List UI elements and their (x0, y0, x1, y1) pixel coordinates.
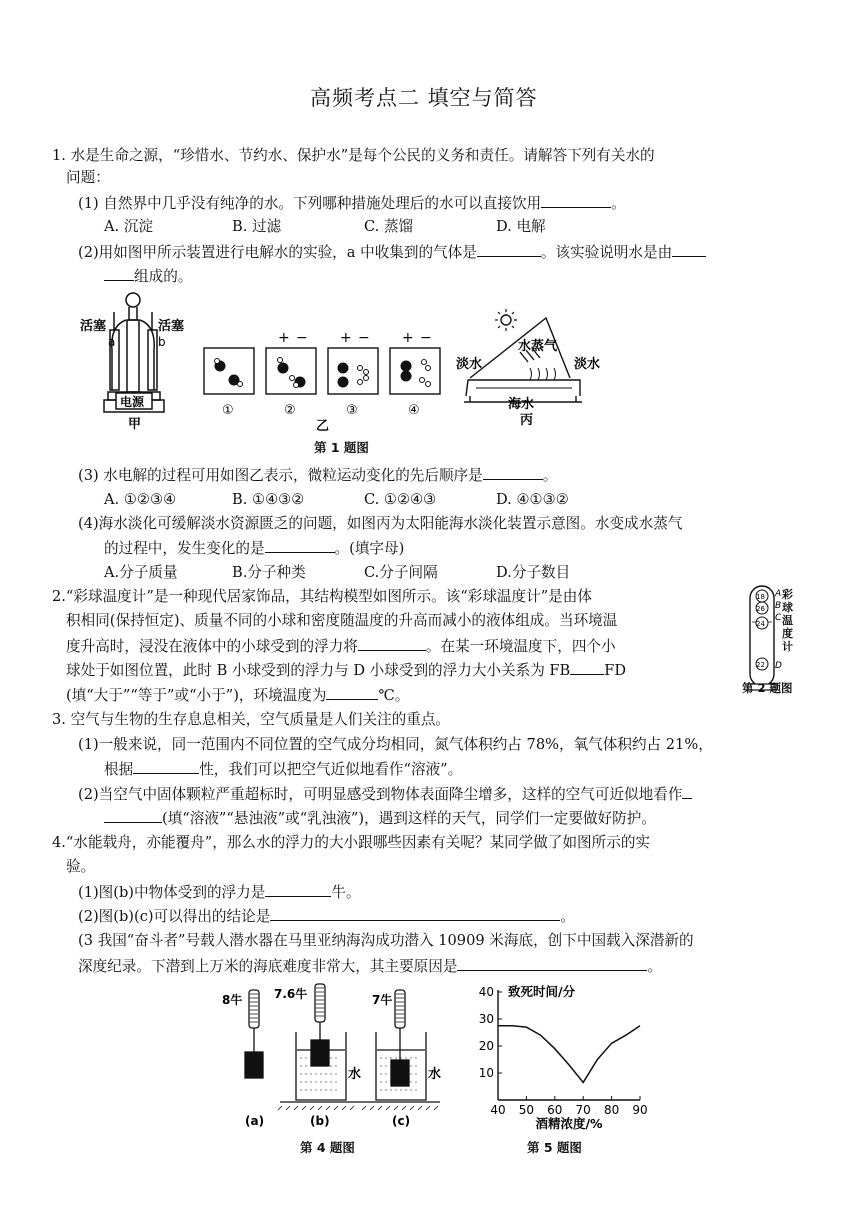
q1-sub2-text3: 组成的。 (134, 268, 193, 285)
answer-blank[interactable] (265, 882, 331, 897)
option: B.分子种类 (232, 564, 306, 581)
x-tick-label: 80 (603, 1103, 620, 1117)
option: B. ①④③② (232, 491, 305, 508)
fig-bing-name: 丙 (520, 413, 534, 428)
minus-sign: − (358, 330, 370, 346)
ball-letter: B (775, 601, 782, 611)
y-tick-label: 10 (478, 1066, 494, 1080)
q2-line3 (66, 636, 616, 657)
figure-5-chart (470, 982, 660, 1132)
option: C. 蒸馏 (364, 218, 414, 235)
answer-blank[interactable] (457, 956, 647, 971)
answer-blank[interactable] (682, 784, 692, 799)
setup-label: (b) (310, 1114, 330, 1128)
option: D. 电解 (496, 218, 546, 235)
q4-sub3-line2 (78, 956, 662, 977)
q3-sub1-end: 性，我们可以把空气近似地看作“溶液”。 (199, 761, 463, 778)
plus-sign: + (278, 330, 290, 346)
answer-blank[interactable] (326, 685, 378, 700)
q1-sub1 (78, 193, 626, 214)
tube-b-label: b (158, 335, 166, 349)
figure-4-caption: 第 4 题图 (300, 1140, 355, 1155)
setup-label: (c) (392, 1114, 411, 1128)
q2-line2: 积相同(保持恒定)、质量不同的小球和密度随温度的升高而减小的液体组成。当环境温 (66, 612, 618, 629)
q3-line1: 3. 空气与生物的生存息息相关，空气质量是人们关注的重点。 (52, 711, 451, 728)
water-label: 水 (428, 1067, 442, 1082)
answer-blank[interactable] (672, 242, 706, 257)
fig-yi-name: 乙 (316, 419, 330, 434)
x-tick-label: 70 (575, 1103, 591, 1117)
q4-sub1-end: 牛。 (331, 884, 361, 901)
minus-sign: − (420, 330, 432, 346)
q4-sub1 (78, 882, 361, 903)
q2-line4-text2: FD (604, 662, 627, 679)
q2-line3-text2: 。在某一环境温度下，四个小 (425, 638, 616, 655)
danshui-right-label: 淡水 (574, 357, 601, 372)
answer-blank[interactable] (104, 808, 162, 823)
q3-sub1-line1: (1)一般来说，同一范围内不同位置的空气成分均相同，氮气体积约占 78%，氧气体积约占 21%， (78, 736, 713, 753)
force-label: 7.6牛 (274, 987, 308, 1001)
q1-line2: 问题： (66, 169, 110, 186)
q4-line1: 4.“水能载舟，亦能覆舟”，那么水的浮力的大小跟哪些因素有关呢？某同学做了如图所示的实 (52, 834, 651, 851)
q1-sub2-text: (2)用如图甲所示装置进行电解水的实验，a 中收集到的气体是 (78, 244, 477, 261)
figure-2-caption: 第 2 题图 (742, 681, 793, 695)
q3-sub2-line2 (104, 808, 656, 829)
option: A.分子质量 (104, 564, 178, 581)
q1-line1: 1. 水是生命之源，“珍惜水、节约水、保护水”是每个公民的义务和责任。请解答下列有关水的 (52, 147, 655, 164)
option: C. ①②④③ (364, 491, 437, 508)
answer-blank[interactable] (570, 660, 604, 675)
q4-sub2-text: (2)图(b)(c)可以得出的结论是 (78, 908, 271, 925)
vapor-label: 水蒸气 (518, 339, 558, 354)
q2-line5 (66, 685, 409, 706)
box-label: ③ (346, 403, 358, 418)
minus-sign: − (296, 330, 308, 346)
x-tick-label: 40 (490, 1103, 506, 1117)
fig-jia-name: 甲 (128, 417, 142, 432)
y-tick-label: 20 (478, 1039, 494, 1053)
huosai-left-label: 活塞 (80, 319, 107, 334)
figure-5-caption: 第 5 题图 (527, 1140, 582, 1155)
seawater-label: 海水 (508, 397, 535, 412)
y-tick-label: 40 (478, 985, 494, 999)
q1-sub4-line2 (104, 538, 404, 559)
water-label: 水 (348, 1067, 362, 1082)
answer-blank[interactable] (270, 906, 560, 921)
q2-line4 (66, 660, 626, 681)
ball-number: 26 (756, 605, 765, 613)
q4-sub1-text: (1)图(b)中物体受到的浮力是 (78, 884, 266, 901)
q3-sub2-text2: (填“溶液”“悬浊液”或“乳浊液”)，遇到这样的天气，同学们一定要做好防护。 (162, 810, 656, 827)
answer-blank[interactable] (104, 266, 134, 281)
force-label: 8牛 (222, 993, 243, 1007)
option: A. ①②③④ (104, 491, 177, 508)
sun-icon (501, 315, 511, 325)
answer-blank[interactable] (358, 636, 426, 651)
q4-sub3-end: 。 (647, 958, 663, 975)
q1-sub4-end: 。(填字母) (334, 540, 405, 557)
x-tick-label: 50 (518, 1103, 535, 1117)
box-label: ① (222, 403, 234, 418)
y-tick-label: 30 (478, 1012, 494, 1026)
thermometer-side-label: 彩球温度计 (782, 588, 793, 653)
option: B. 过滤 (232, 218, 282, 235)
q2-line3-text: 度升高时，浸没在液体中的小球受到的浮力将 (66, 638, 358, 655)
figure-4 (220, 982, 450, 1132)
q2-line5-text: (填“大于”“等于”或“小于”)，环境温度为 (66, 687, 327, 704)
huosai-right-label: 活塞 (158, 319, 185, 334)
setup-label: (a) (245, 1114, 265, 1128)
q4-sub2 (78, 906, 575, 927)
plus-sign: + (402, 330, 414, 346)
plus-sign: + (340, 330, 352, 346)
ball-number: 18 (756, 593, 765, 601)
q4-line2: 验。 (66, 858, 96, 875)
series-line (498, 1026, 640, 1083)
q1-sub3-end: 。 (542, 467, 558, 484)
q3-sub1-text: 根据 (104, 761, 134, 778)
ball-number: 24 (756, 620, 765, 628)
q2-line5-text2: ℃。 (378, 687, 410, 704)
ball-number: 22 (756, 661, 765, 669)
x-tick-label: 90 (632, 1103, 648, 1117)
q2-line1: 2.“彩球温度计”是一种现代居家饰品，其结构模型如图所示。该“彩球温度计”是由体 (52, 588, 592, 605)
q4-sub3-text: 深度纪录。下潜到上万米的海底难度非常大，其主要原因是 (78, 958, 458, 975)
danshui-left-label: 淡水 (456, 357, 483, 372)
answer-blank[interactable] (477, 242, 541, 257)
q3-sub1-line2 (104, 759, 462, 780)
box-label: ② (284, 403, 296, 418)
q3-sub2-line1 (78, 784, 692, 805)
x-tick-label: 60 (547, 1103, 563, 1117)
q1-sub2-text2: 。该实验说明水是由 (540, 244, 673, 261)
q1-sub2-line1 (78, 242, 706, 263)
q1-sub2-line2 (104, 266, 192, 287)
ball-letter: A (775, 589, 782, 599)
figure-1 (0, 290, 860, 450)
q1-sub3 (78, 465, 557, 486)
q4-sub3-line1: (3 我国“奋斗者”号载人潜水器在马里亚纳海沟成功潜入 10909 米海底，创下中国载入深潜新的 (78, 932, 694, 949)
box-label: ④ (408, 403, 420, 418)
option: A. 沉淀 (104, 218, 154, 235)
force-label: 7牛 (372, 993, 393, 1007)
q4-sub2-end: 。 (560, 908, 575, 925)
tube-a-label: a (108, 335, 116, 349)
particles (215, 358, 431, 388)
option: D.分子数目 (496, 564, 571, 581)
option: D. ④①③② (496, 491, 569, 508)
power-label: 电源 (120, 395, 145, 409)
q3-sub2-text: (2)当空气中固体颗粒严重超标时，可明显感受到物体表面降尘增多，这样的空气可近似地看作 (78, 786, 683, 803)
x-axis-label: 酒精浓度/% (535, 1116, 603, 1131)
q1-sub1-end: 。 (611, 195, 626, 212)
page-title: 高频考点二 填空与简答 (310, 86, 538, 110)
q1-sub4-text: 的过程中，发生变化的是 (104, 540, 265, 557)
answer-blank[interactable] (133, 759, 199, 774)
answer-blank[interactable] (265, 538, 335, 553)
answer-blank[interactable] (483, 465, 543, 480)
ball-letter: D (775, 661, 782, 671)
y-axis-label: 致死时间/分 (508, 984, 576, 999)
q1-sub4-line1: (4)海水淡化可缓解淡水资源匮乏的问题，如图丙为太阳能海水淡化装置示意图。水变成水蒸气 (78, 515, 683, 532)
q2-line4-text: 球处于如图位置，此时 B 小球受到的浮力与 D 小球受到的浮力大小关系为 FB (66, 662, 571, 679)
ball-letter: C (775, 613, 782, 623)
q1-sub1-text: (1) 自然界中几乎没有纯净的水。下列哪种措施处理后的水可以直接饮用 (78, 195, 542, 212)
option: C.分子间隔 (364, 564, 438, 581)
answer-blank[interactable] (541, 193, 611, 208)
q1-sub3-text: (3) 水电解的过程可用如图乙表示，微粒运动变化的先后顺序是 (78, 467, 483, 484)
figure-bing (464, 309, 582, 402)
figure-1-caption: 第 1 题图 (314, 440, 369, 455)
